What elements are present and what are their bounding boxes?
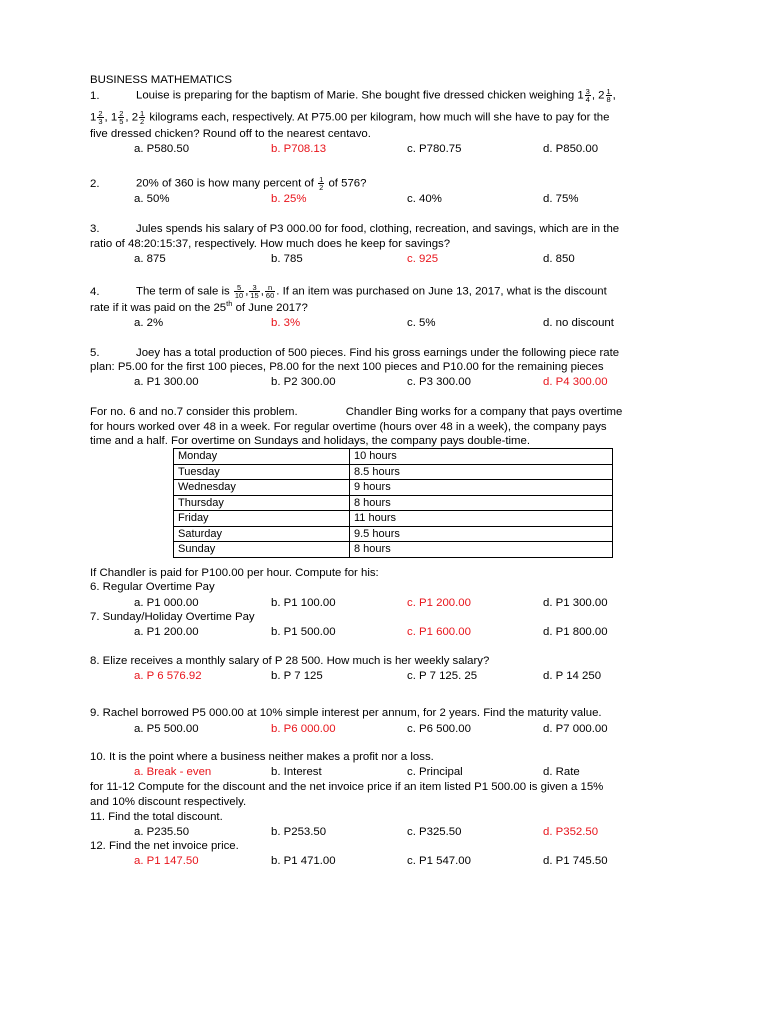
- question-2: 2. 20% of 360 is how many percent of $\frac{1}{2}$ of 576?: [90, 175, 367, 192]
- problem-6-7-line-3: time and a half. For overtime on Sundays and holidays, the company pays double-time.: [90, 435, 531, 447]
- day-cell: Tuesday: [174, 464, 350, 480]
- hours-table-row: [174, 495, 613, 511]
- problem-6-7-line-2: for hours worked over 48 in a week. For regular overtime (hours over 48 in a week), the company pays: [90, 421, 607, 433]
- option-d[interactable]: d. 850: [543, 253, 575, 265]
- day-cell: Sunday: [174, 542, 350, 558]
- hours-table-row: [174, 542, 613, 558]
- option-d[interactable]: d. P 14 250: [543, 670, 602, 682]
- hours-table: [173, 448, 613, 558]
- question-4-line-2: rate if it was paid on the 25th of June 2017?: [90, 299, 308, 314]
- question-1: 1. Louise is preparing for the baptism of Marie. She bought five dressed chicken weighing 1 $\frac{3}{4}$ , 2 $\frac{1}{8}$ ,: [90, 87, 616, 104]
- fraction: $\frac{1}{8}$: [606, 87, 611, 104]
- question-6-options: [134, 596, 694, 610]
- option-b[interactable]: b. P1 471.00: [271, 855, 336, 867]
- paid-line: If Chandler is paid for P100.00 per hour. Compute for his:: [90, 567, 379, 579]
- option-a[interactable]: a. P1 200.00: [134, 626, 199, 638]
- option-a[interactable]: a. 875: [134, 253, 166, 265]
- option-a[interactable]: a. P1 000.00: [134, 597, 199, 609]
- hours-table-row: [174, 449, 613, 465]
- option-a[interactable]: a. P580.50: [134, 143, 190, 155]
- question-6: 6. Regular Overtime Pay: [90, 581, 215, 593]
- option-b-answer[interactable]: b. P6 000.00: [271, 723, 336, 735]
- fraction: $\frac{5}{10}$: [234, 283, 244, 300]
- problem-11-12-intro: for 11-12 Compute for the discount and the net invoice price if an item listed P1 500.00 is given a 15%: [90, 781, 604, 793]
- option-c[interactable]: c. P325.50: [407, 826, 462, 838]
- problem-6-7-intro: For no. 6 and no.7 consider this problem. Chandler Bing works for a company that pays overtime: [90, 406, 623, 418]
- option-c-answer[interactable]: c. 925: [407, 253, 439, 265]
- fraction: $\frac{1}{2}$: [319, 175, 324, 192]
- option-d[interactable]: d. Rate: [543, 766, 580, 778]
- option-c[interactable]: c. P3 300.00: [407, 376, 471, 388]
- option-d[interactable]: d. P1 800.00: [543, 626, 608, 638]
- option-b-answer[interactable]: b. 3%: [271, 317, 301, 329]
- option-c[interactable]: c. P6 500.00: [407, 723, 471, 735]
- option-d-answer[interactable]: d. P4 300.00: [543, 376, 608, 388]
- question-4: 4. The term of sale is $\frac{5}{10}$ , $\frac{3}{15}$ , $\frac{n}{60}$ . If an item was purchased on June 13, 2017, what is the discount: [90, 283, 607, 300]
- option-a-answer[interactable]: a. Break - even: [134, 766, 212, 778]
- option-b[interactable]: b. P 7 125: [271, 670, 323, 682]
- option-d[interactable]: d. 75%: [543, 193, 579, 205]
- question-3-options: [134, 252, 694, 266]
- option-c[interactable]: c. Principal: [407, 766, 463, 778]
- day-cell: Monday: [174, 449, 350, 465]
- option-a-answer[interactable]: a. P 6 576.92: [134, 670, 202, 682]
- option-c-answer[interactable]: c. P1 600.00: [407, 626, 471, 638]
- question-10: 10. It is the point where a business neither makes a profit nor a loss.: [90, 751, 434, 763]
- hours-cell: 9 hours: [350, 480, 613, 496]
- day-cell: Thursday: [174, 495, 350, 511]
- option-c-answer[interactable]: c. P1 200.00: [407, 597, 471, 609]
- question-9-options: [134, 722, 694, 736]
- question-1-options: [134, 142, 694, 156]
- option-c[interactable]: c. 40%: [407, 193, 442, 205]
- question-5-line-2: plan: P5.00 for the first 100 pieces, P8.00 for the next 100 pieces and P10.00 for the remaining pieces: [90, 361, 604, 373]
- hours-table-row: [174, 511, 613, 527]
- fraction: $\frac{2}{3}$: [98, 109, 103, 126]
- option-b-answer[interactable]: b. 25%: [271, 193, 307, 205]
- option-b[interactable]: b. 785: [271, 253, 303, 265]
- hours-cell: 10 hours: [350, 449, 613, 465]
- option-d[interactable]: d. P1 745.50: [543, 855, 608, 867]
- option-a[interactable]: a. 2%: [134, 317, 164, 329]
- option-c[interactable]: c. P780.75: [407, 143, 462, 155]
- hours-cell: 11 hours: [350, 511, 613, 527]
- question-1-line-3: five dressed chicken? Round off to the nearest centavo.: [90, 128, 371, 140]
- question-2-options: [134, 192, 694, 206]
- option-d-answer[interactable]: d. P352.50: [543, 826, 599, 838]
- hours-cell: 8 hours: [350, 495, 613, 511]
- question-12-options: [134, 854, 694, 868]
- question-7-options: [134, 625, 694, 639]
- option-a[interactable]: a. P235.50: [134, 826, 190, 838]
- fraction: $\frac{n}{60}$: [265, 283, 275, 300]
- question-5-options: [134, 375, 694, 389]
- question-5: 5. Joey has a total production of 500 pieces. Find his gross earnings under the following piece rate: [90, 347, 620, 359]
- question-9: 9. Rachel borrowed P5 000.00 at 10% simple interest per annum, for 2 years. Find the maturity value.: [90, 707, 602, 719]
- option-d[interactable]: d. P850.00: [543, 143, 599, 155]
- question-12: 12. Find the net invoice price.: [90, 840, 239, 852]
- option-c[interactable]: c. 5%: [407, 317, 436, 329]
- question-8: 8. Elize receives a monthly salary of P 28 500. How much is her weekly salary?: [90, 655, 490, 667]
- option-b[interactable]: b. P2 300.00: [271, 376, 336, 388]
- option-d[interactable]: d. P7 000.00: [543, 723, 608, 735]
- option-b[interactable]: b. Interest: [271, 766, 322, 778]
- option-b-answer[interactable]: b. P708.13: [271, 143, 327, 155]
- option-d[interactable]: d. P1 300.00: [543, 597, 608, 609]
- hours-table-row: [174, 464, 613, 480]
- question-11-options: [134, 825, 694, 839]
- question-11: 11. Find the total discount.: [90, 811, 223, 823]
- question-7: 7. Sunday/Holiday Overtime Pay: [90, 611, 255, 623]
- day-cell: Friday: [174, 511, 350, 527]
- option-b[interactable]: b. P253.50: [271, 826, 327, 838]
- question-3-line-2: ratio of 48:20:15:37, respectively. How much does he keep for savings?: [90, 238, 451, 250]
- option-a[interactable]: a. P5 500.00: [134, 723, 199, 735]
- hours-table-row: [174, 526, 613, 542]
- hours-cell: 9.5 hours: [350, 526, 613, 542]
- fraction: $\frac{1}{2}$: [140, 109, 145, 126]
- hours-cell: 8 hours: [350, 542, 613, 558]
- option-c[interactable]: c. P1 547.00: [407, 855, 471, 867]
- option-b[interactable]: b. P1 500.00: [271, 626, 336, 638]
- problem-11-12-line-2: and 10% discount respectively.: [90, 796, 247, 808]
- question-10-options: [134, 765, 694, 779]
- day-cell: Wednesday: [174, 480, 350, 496]
- option-b[interactable]: b. P1 100.00: [271, 597, 336, 609]
- question-3: 3. Jules spends his salary of P3 000.00 for food, clothing, recreation, and savings, which are in the: [90, 223, 620, 235]
- question-1-line-2: 1 $\frac{2}{3}$ , 1 $\frac{2}{5}$ , 2 $\frac{1}{2}$ kilograms each, respectively. At P75.00 per kilogram, how much will she have to pay for the: [90, 109, 610, 126]
- option-c[interactable]: c. P 7 125. 25: [407, 670, 478, 682]
- fraction: $\frac{2}{5}$: [119, 109, 124, 126]
- worksheet-title: BUSINESS MATHEMATICS: [90, 74, 232, 86]
- hours-cell: 8.5 hours: [350, 464, 613, 480]
- hours-table-row: [174, 480, 613, 496]
- day-cell: Saturday: [174, 526, 350, 542]
- option-d[interactable]: d. no discount: [543, 317, 614, 329]
- fraction: $\frac{3}{4}$: [585, 87, 590, 104]
- option-a-answer[interactable]: a. P1 147.50: [134, 855, 199, 867]
- option-a[interactable]: a. 50%: [134, 193, 170, 205]
- question-8-options: [134, 669, 694, 683]
- fraction: $\frac{3}{15}$: [250, 283, 259, 300]
- option-a[interactable]: a. P1 300.00: [134, 376, 199, 388]
- question-4-options: [134, 316, 694, 330]
